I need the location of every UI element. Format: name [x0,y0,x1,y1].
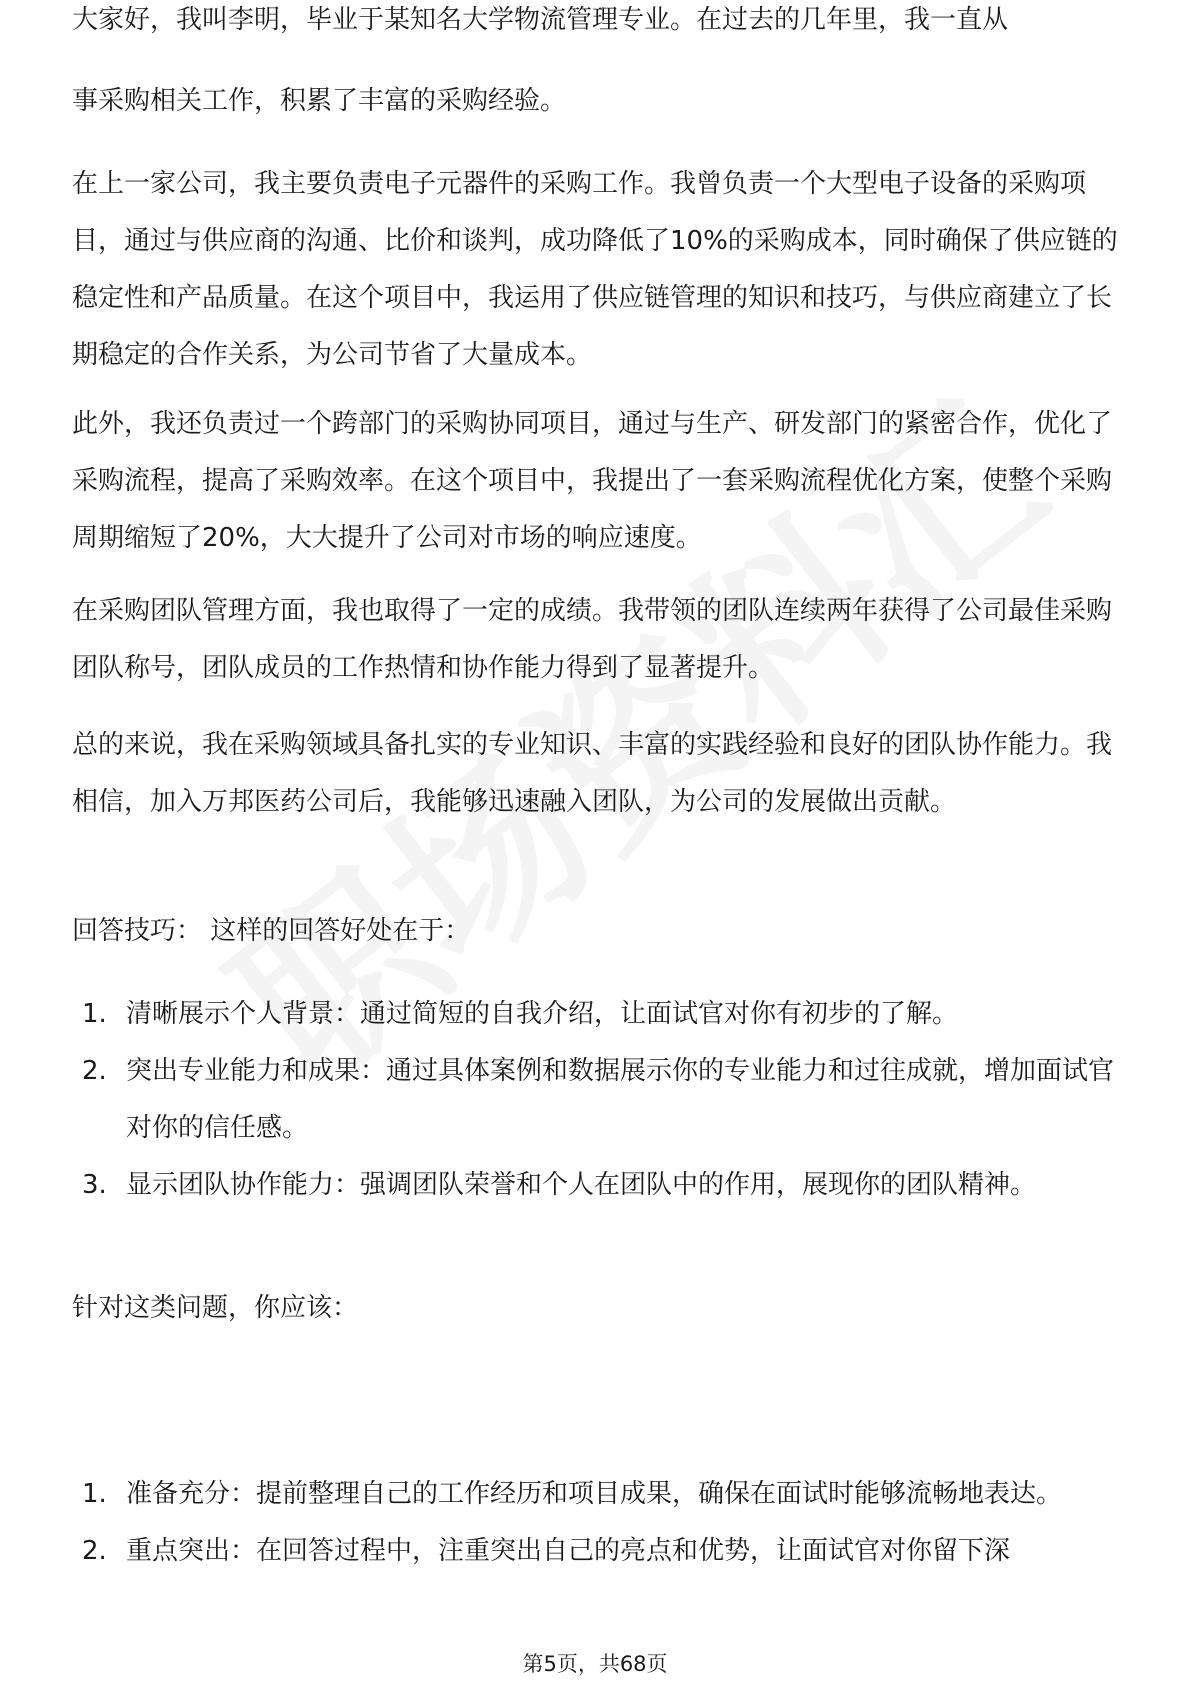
advice-heading: 针对这类问题，你应该： [72,1293,359,1323]
list-number: 3. [82,1170,107,1200]
paragraph-1-tail: 事采购相关工作，积累了丰富的采购经验。 [72,86,567,116]
page-number: 第5页，共68页 [522,1652,668,1676]
list-text: 重点突出：在回答过程中，注重突出自己的亮点和优势，让面试官对你留下深 [126,1536,1011,1566]
list-text: 突出专业能力和成果：通过具体案例和数据展示你的专业能力和过往成就，增加面试官对你的信任感。 [126,1056,1115,1143]
paragraph-3: 此外，我还负责过一个跨部门的采购协同项目，通过与生产、研发部门的紧密合作，优化了采购流程，提高了采购效率。在这个项目中，我提出了一套采购流程优化方案，使整个采购周期缩短了20%，大大提升了公司对市场的响应速度。 [72,409,1113,553]
list-item [72,986,1122,1043]
top-partial-line: 大家好，我叫李明，毕业于某知名大学物流管理专业。在过去的几年里，我一直从 [72,5,1009,35]
paragraph-4: 在采购团队管理方面，我也取得了一定的成绩。我带领的团队连续两年获得了公司最佳采购团队称号，团队成员的工作热情和协作能力得到了显著提升。 [72,596,1113,683]
list-number: 2. [82,1056,107,1086]
top-partial-line-clip [72,0,1122,73]
paragraph-5: 总的来说，我在采购领域具备扎实的专业知识、丰富的实践经验和良好的团队协作能力。我相信，加入万邦医药公司后，我能够迅速融入团队，为公司的发展做出贡献。 [72,730,1113,817]
advice-list-clip [72,1478,1122,1646]
paragraph-2: 在上一家公司，我主要负责电子元器件的采购工作。我曾负责一个大型电子设备的采购项目，通过与供应商的沟通、比价和谈判，成功降低了10%的采购成本，同时确保了供应链的稳定性和产品质量。在这个项目中，我运用了供应链管理的知识和技巧，与供应商建立了长期稳定的合作关系，为公司节省了大量成本。 [72,169,1118,370]
list-number: 1. [82,1479,107,1509]
list-text: 准备充分：提前整理自己的工作经历和项目成果，确保在面试时能够流畅地表达。 [126,1479,1063,1509]
list-number: 1. [82,999,107,1029]
tips-heading: 回答技巧： 这样的回答好处在于： [72,916,471,946]
tips-list [72,986,1122,1214]
list-item [72,1043,1122,1157]
advice-list [72,1478,1122,1580]
list-item [72,1157,1122,1214]
list-number: 2. [82,1536,107,1566]
list-text: 显示团队协作能力：强调团队荣誉和个人在团队中的作用，展现你的团队精神。 [126,1170,1037,1200]
list-item [72,1523,1122,1580]
list-text: 清晰展示个人背景：通过简短的自我介绍，让面试官对你有初步的了解。 [126,999,959,1029]
list-item [72,1478,1122,1523]
